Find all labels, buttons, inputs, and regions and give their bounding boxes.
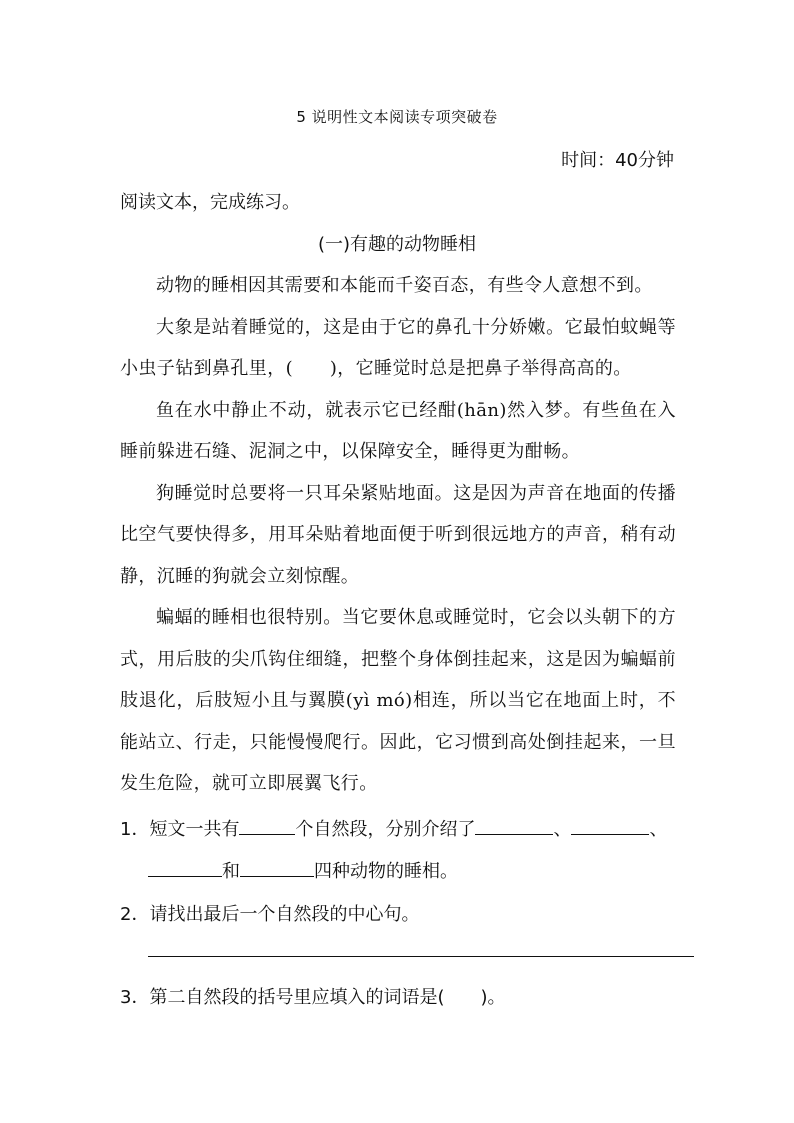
passage-paragraph-2: 大象是站着睡觉的，这是由于它的鼻孔十分娇嫩。它最怕蚊蝇等小虫子钻到鼻孔里，( )，它睡觉时总是把鼻子举得高高的。: [120, 316, 676, 379]
question-2-text: 请找出最后一个自然段的中心句。: [149, 904, 420, 925]
question-1-text-d: 四种动物的睡相。: [314, 861, 458, 882]
passage-paragraph-1: 动物的睡相因其需要和本能而千姿百态，有些令人意想不到。: [156, 275, 653, 296]
reading-passage: [120, 265, 676, 805]
answer-blank-animal-2[interactable]: [571, 816, 649, 835]
passage-paragraph-4: 狗睡觉时总要将一只耳朵紧贴地面。这是因为声音在地面的传播比空气要快得多，用耳朵贴着地面便于听到很远地方的声音，稍有动静，沉睡的狗就会立刻惊醒。: [120, 482, 676, 587]
question-1-number: 1．: [120, 819, 150, 840]
question-1: [120, 815, 667, 841]
question-3-number: 3．: [120, 987, 150, 1008]
passage-paragraph-3: 鱼在水中静止不动，就表示它已经酣(hān)然入梦。有些鱼在入睡前躲进石缝、泥洞之中，以保障安全，睡得更为酣畅。: [120, 399, 676, 462]
question-1-text-c: 和: [222, 861, 240, 882]
passage-paragraph-5: 蝙蝠的睡相也很特别。当它要休息或睡觉时，它会以头朝下的方式，用后肢的尖爪钩住细缝，把整个身体倒挂起来，这是因为蝙蝠前肢退化，后肢短小且与翼膜(yì mó)相连，所以当它在地面上时，不能站立、行走，只能慢慢爬行。因此，它习惯到高处倒挂起来，一旦发生危险，就可立即展翼飞行。: [120, 607, 676, 794]
question-1-continued: [148, 857, 458, 883]
question-3-text: 第二自然段的括号里应填入的词语是( )。: [149, 987, 506, 1008]
question-1-separator-1: 、: [553, 819, 572, 840]
document-title: 5 说明性文本阅读专项突破卷: [296, 108, 498, 126]
answer-blank-count[interactable]: [239, 816, 295, 835]
answer-blank-animal-4[interactable]: [240, 858, 314, 877]
question-2-answer-line[interactable]: [148, 956, 694, 957]
question-1-separator-2: 、: [649, 819, 668, 840]
question-3: [120, 983, 506, 1009]
answer-blank-animal-1[interactable]: [475, 816, 553, 835]
question-2: [120, 900, 419, 926]
question-1-text-a: 短文一共有: [149, 819, 240, 840]
question-1-text-b: 个自然段，分别介绍了: [295, 819, 476, 840]
time-limit: 时间：40分钟: [561, 150, 674, 171]
question-2-number: 2．: [120, 904, 150, 925]
instruction-text: 阅读文本，完成练习。: [120, 192, 300, 213]
answer-blank-animal-3[interactable]: [148, 858, 222, 877]
section-title: (一)有趣的动物睡相: [317, 234, 477, 255]
